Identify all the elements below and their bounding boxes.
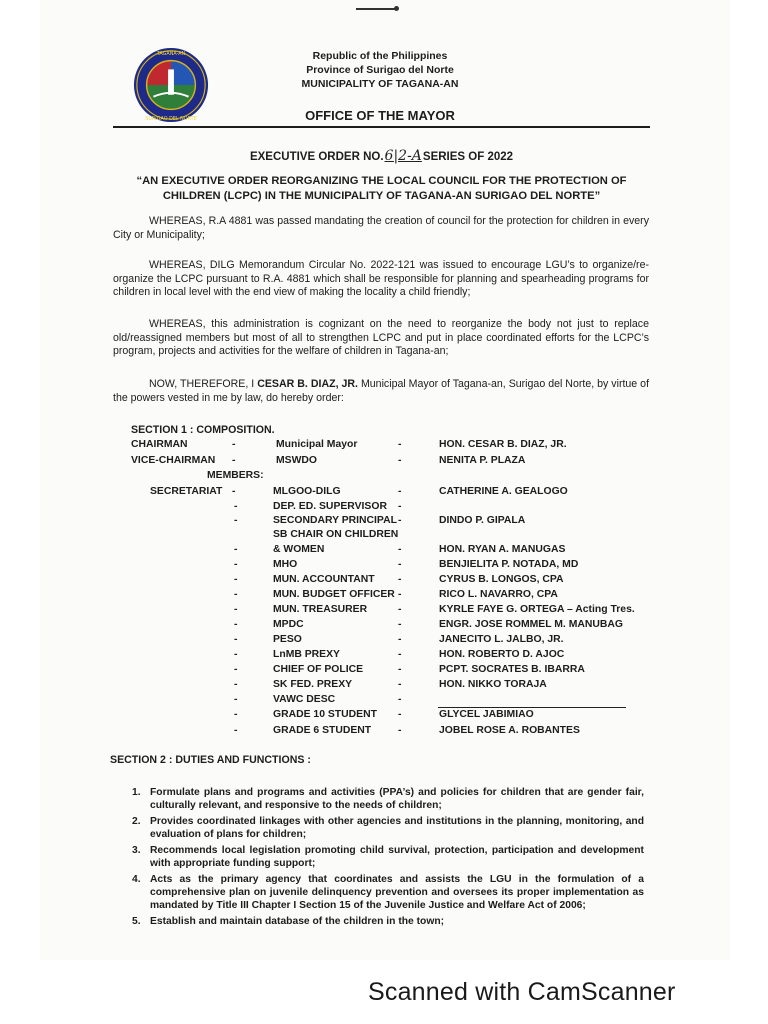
role-dash: - (234, 694, 238, 705)
svg-text:TAGANA-AN: TAGANA-AN (156, 50, 186, 57)
role-dash: - (234, 649, 238, 660)
composition-office: MLGOO-DILG (273, 486, 341, 497)
composition-office: MPDC (273, 619, 304, 630)
composition-office: MUN. ACCOUNTANT (273, 574, 375, 585)
composition-member-name: JANECITO L. JALBO, JR. (439, 634, 564, 645)
order-title-line-2: CHILDREN (LCPC) IN THE MUNICIPALITY OF TAGANA-AN SURIGAO DEL NORTE” (162, 190, 601, 202)
eo-series: SERIES OF 2022 (422, 151, 514, 163)
camscanner-watermark: Scanned with CamScanner (368, 978, 676, 1006)
composition-member-name: DINDO P. GIPALA (439, 515, 526, 526)
mayor-name: CESAR B. DIAZ, JR. (257, 378, 358, 390)
role-dash: - (234, 664, 238, 675)
role-dash: - (234, 634, 238, 645)
whereas-paragraph-2: WHEREAS, DILG Memorandum Circular No. 2022-121 was issued to encourage LGU’s to organize/re-organize the LCPC pursuant to R.A. 4881 which shall be responsible for planning and spearheading programs for children in local level with the end view of making the locality a child friendly; (113, 259, 649, 298)
whereas-paragraph-1: WHEREAS, R.A 4881 was passed mandating the creation of council for the protection for children in every City or Municipality; (113, 215, 649, 241)
composition-member-name: HON. ROBERTO D. AJOC (439, 649, 565, 660)
composition-office: GRADE 6 STUDENT (273, 725, 372, 736)
office-dash: - (398, 559, 402, 570)
duties-list (132, 786, 644, 931)
now-therefore-paragraph (113, 378, 649, 405)
composition-office: SECONDARY PRINCIPAL (273, 515, 397, 526)
members-label: MEMBERS: (207, 470, 264, 481)
composition-office: SB CHAIR ON CHILDREN (273, 529, 399, 540)
composition-office: MSWDO (276, 455, 317, 466)
role-dash: - (232, 486, 236, 497)
duty-text: Recommends local legislation promoting child survival, protection, participation and development with appropriate funding support; (150, 845, 644, 869)
duty-number: 1. (132, 787, 141, 798)
order-title (113, 174, 650, 204)
section-2-heading: SECTION 2 : DUTIES AND FUNCTIONS : (110, 754, 311, 766)
svg-text:SURIGAO DEL NORTE: SURIGAO DEL NORTE (145, 116, 197, 123)
composition-member-name: BENJIELITA P. NOTADA, MD (439, 559, 579, 570)
role-dash: - (234, 604, 238, 615)
whereas-paragraph-3: WHEREAS, this administration is cognizant on the need to reorganize the body not just to replace old/reassigned members but most of all to strengthen LCPC and put in place coordinated efforts for the LCPC’s program, projects and activities for the welfare of children in Tagana-an; (113, 318, 649, 357)
role-dash: - (234, 589, 238, 600)
executive-order-number (113, 148, 650, 164)
duty-text: Establish and maintain database of the children in the town; (150, 916, 445, 927)
role-dash: - (234, 559, 238, 570)
composition-role: SECRETARIAT (150, 486, 223, 497)
duty-item (132, 844, 644, 870)
office-dash: - (398, 544, 402, 555)
composition-office: LnMB PREXY (273, 649, 340, 660)
office-dash: - (398, 486, 402, 497)
composition-office: VAWC DESC (273, 694, 336, 705)
duty-number: 4. (132, 874, 141, 885)
office-dash: - (398, 604, 402, 615)
composition-office: Municipal Mayor (276, 439, 358, 450)
pen-mark (356, 8, 398, 10)
office-dash: - (398, 515, 402, 526)
duty-text: Formulate plans and programs and activities (PPA’s) and policies for children that are gender fair, culturally relevant, and responsive to the needs of children; (150, 787, 644, 811)
office-dash: - (398, 619, 402, 630)
header-municipality: MUNICIPALITY OF TAGANA-AN (301, 78, 459, 90)
composition-office: CHIEF OF POLICE (273, 664, 364, 675)
composition-office: PESO (273, 634, 302, 645)
role-dash: - (232, 455, 236, 466)
composition-member-name: CYRUS B. LONGOS, CPA (439, 574, 564, 585)
office-dash: - (398, 439, 402, 450)
composition-member-name: RICO L. NAVARRO, CPA (439, 589, 558, 600)
header-province: Province of Surigao del Norte (306, 64, 454, 76)
header-republic: Republic of the Philippines (312, 50, 448, 62)
composition-member-name: HON. NIKKO TORAJA (439, 679, 547, 690)
office-dash: - (398, 679, 402, 690)
office-dash: - (398, 574, 402, 585)
duty-item (132, 786, 644, 812)
composition-office: DEP. ED. SUPERVISOR (273, 501, 387, 512)
order-title-line-1: “AN EXECUTIVE ORDER REORGANIZING THE LOCAL COUNCIL FOR THE PROTECTION OF (136, 175, 627, 187)
composition-member-name: PCPT. SOCRATES B. IBARRA (439, 664, 585, 675)
office-dash: - (398, 501, 402, 512)
duty-text: Provides coordinated linkages with other agencies and institutions in the planning, monitoring, and evaluation of plans for children; (150, 816, 644, 840)
duty-number: 2. (132, 816, 141, 827)
now-therefore-lead: NOW, THEREFORE, I (149, 378, 258, 390)
composition-office: GRADE 10 STUDENT (273, 709, 377, 720)
composition-office: MUN. TREASURER (273, 604, 368, 615)
role-dash: - (234, 574, 238, 585)
section-1-heading: SECTION 1 : COMPOSITION. (131, 424, 275, 436)
duty-item (132, 915, 644, 928)
eo-handwritten-number: 6|2-A (384, 148, 422, 164)
office-title: OFFICE OF THE MAYOR (305, 108, 455, 123)
composition-member-name: NENITA P. PLAZA (439, 455, 526, 466)
role-dash: - (234, 501, 238, 512)
duty-text: Acts as the primary agency that coordinates and assists the LGU in the formulation of a comprehensive plan on juvenile delinquency prevention and oversees its proper implementation as mandated by Title III Chapter I Section 15 of the Juvenile Justice and Welfare Act of 2006; (150, 874, 644, 911)
duty-item (132, 873, 644, 912)
role-dash: - (234, 515, 238, 526)
municipal-seal-logo (132, 46, 210, 124)
composition-role: VICE-CHAIRMAN (131, 455, 216, 466)
composition-office: MHO (273, 559, 298, 570)
duty-number: 3. (132, 845, 141, 856)
header-rule (113, 126, 650, 128)
role-dash: - (234, 679, 238, 690)
role-dash: - (234, 544, 238, 555)
office-dash: - (398, 664, 402, 675)
now-therefore-rest: Municipal Mayor of Tagana-an, Surigao del Norte, by virtue of the powers vested in me by law, do hereby order: (113, 378, 650, 404)
composition-office: & WOMEN (273, 544, 325, 555)
duty-number: 5. (132, 916, 141, 927)
composition-member-name: JOBEL ROSE A. ROBANTES (439, 725, 580, 736)
office-dash: - (398, 694, 402, 705)
office-dash: - (398, 634, 402, 645)
office-dash: - (398, 649, 402, 660)
office-dash: - (398, 589, 402, 600)
office-dash: - (398, 455, 402, 466)
composition-member-name: GLYCEL JABIMIAO (439, 709, 534, 720)
composition-member-name: KYRLE FAYE G. ORTEGA – Acting Tres. (439, 604, 635, 615)
composition-member-name: ENGR. JOSE ROMMEL M. MANUBAG (439, 619, 623, 630)
duty-item (132, 815, 644, 841)
composition-office: SK FED. PREXY (273, 679, 353, 690)
pen-mark-dot (394, 6, 399, 11)
role-dash: - (232, 439, 236, 450)
office-dash: - (398, 709, 402, 720)
composition-member-name: HON. CESAR B. DIAZ, JR. (439, 439, 567, 450)
vawc-signature-line (438, 707, 626, 708)
composition-member-name: CATHERINE A. GEALOGO (439, 486, 568, 497)
role-dash: - (234, 725, 238, 736)
role-dash: - (234, 619, 238, 630)
office-dash: - (398, 725, 402, 736)
composition-role: CHAIRMAN (131, 439, 188, 450)
composition-member-name: HON. RYAN A. MANUGAS (439, 544, 566, 555)
eo-prefix: EXECUTIVE ORDER NO. (249, 151, 384, 163)
composition-office: MUN. BUDGET OFFICER (273, 589, 395, 600)
role-dash: - (234, 709, 238, 720)
